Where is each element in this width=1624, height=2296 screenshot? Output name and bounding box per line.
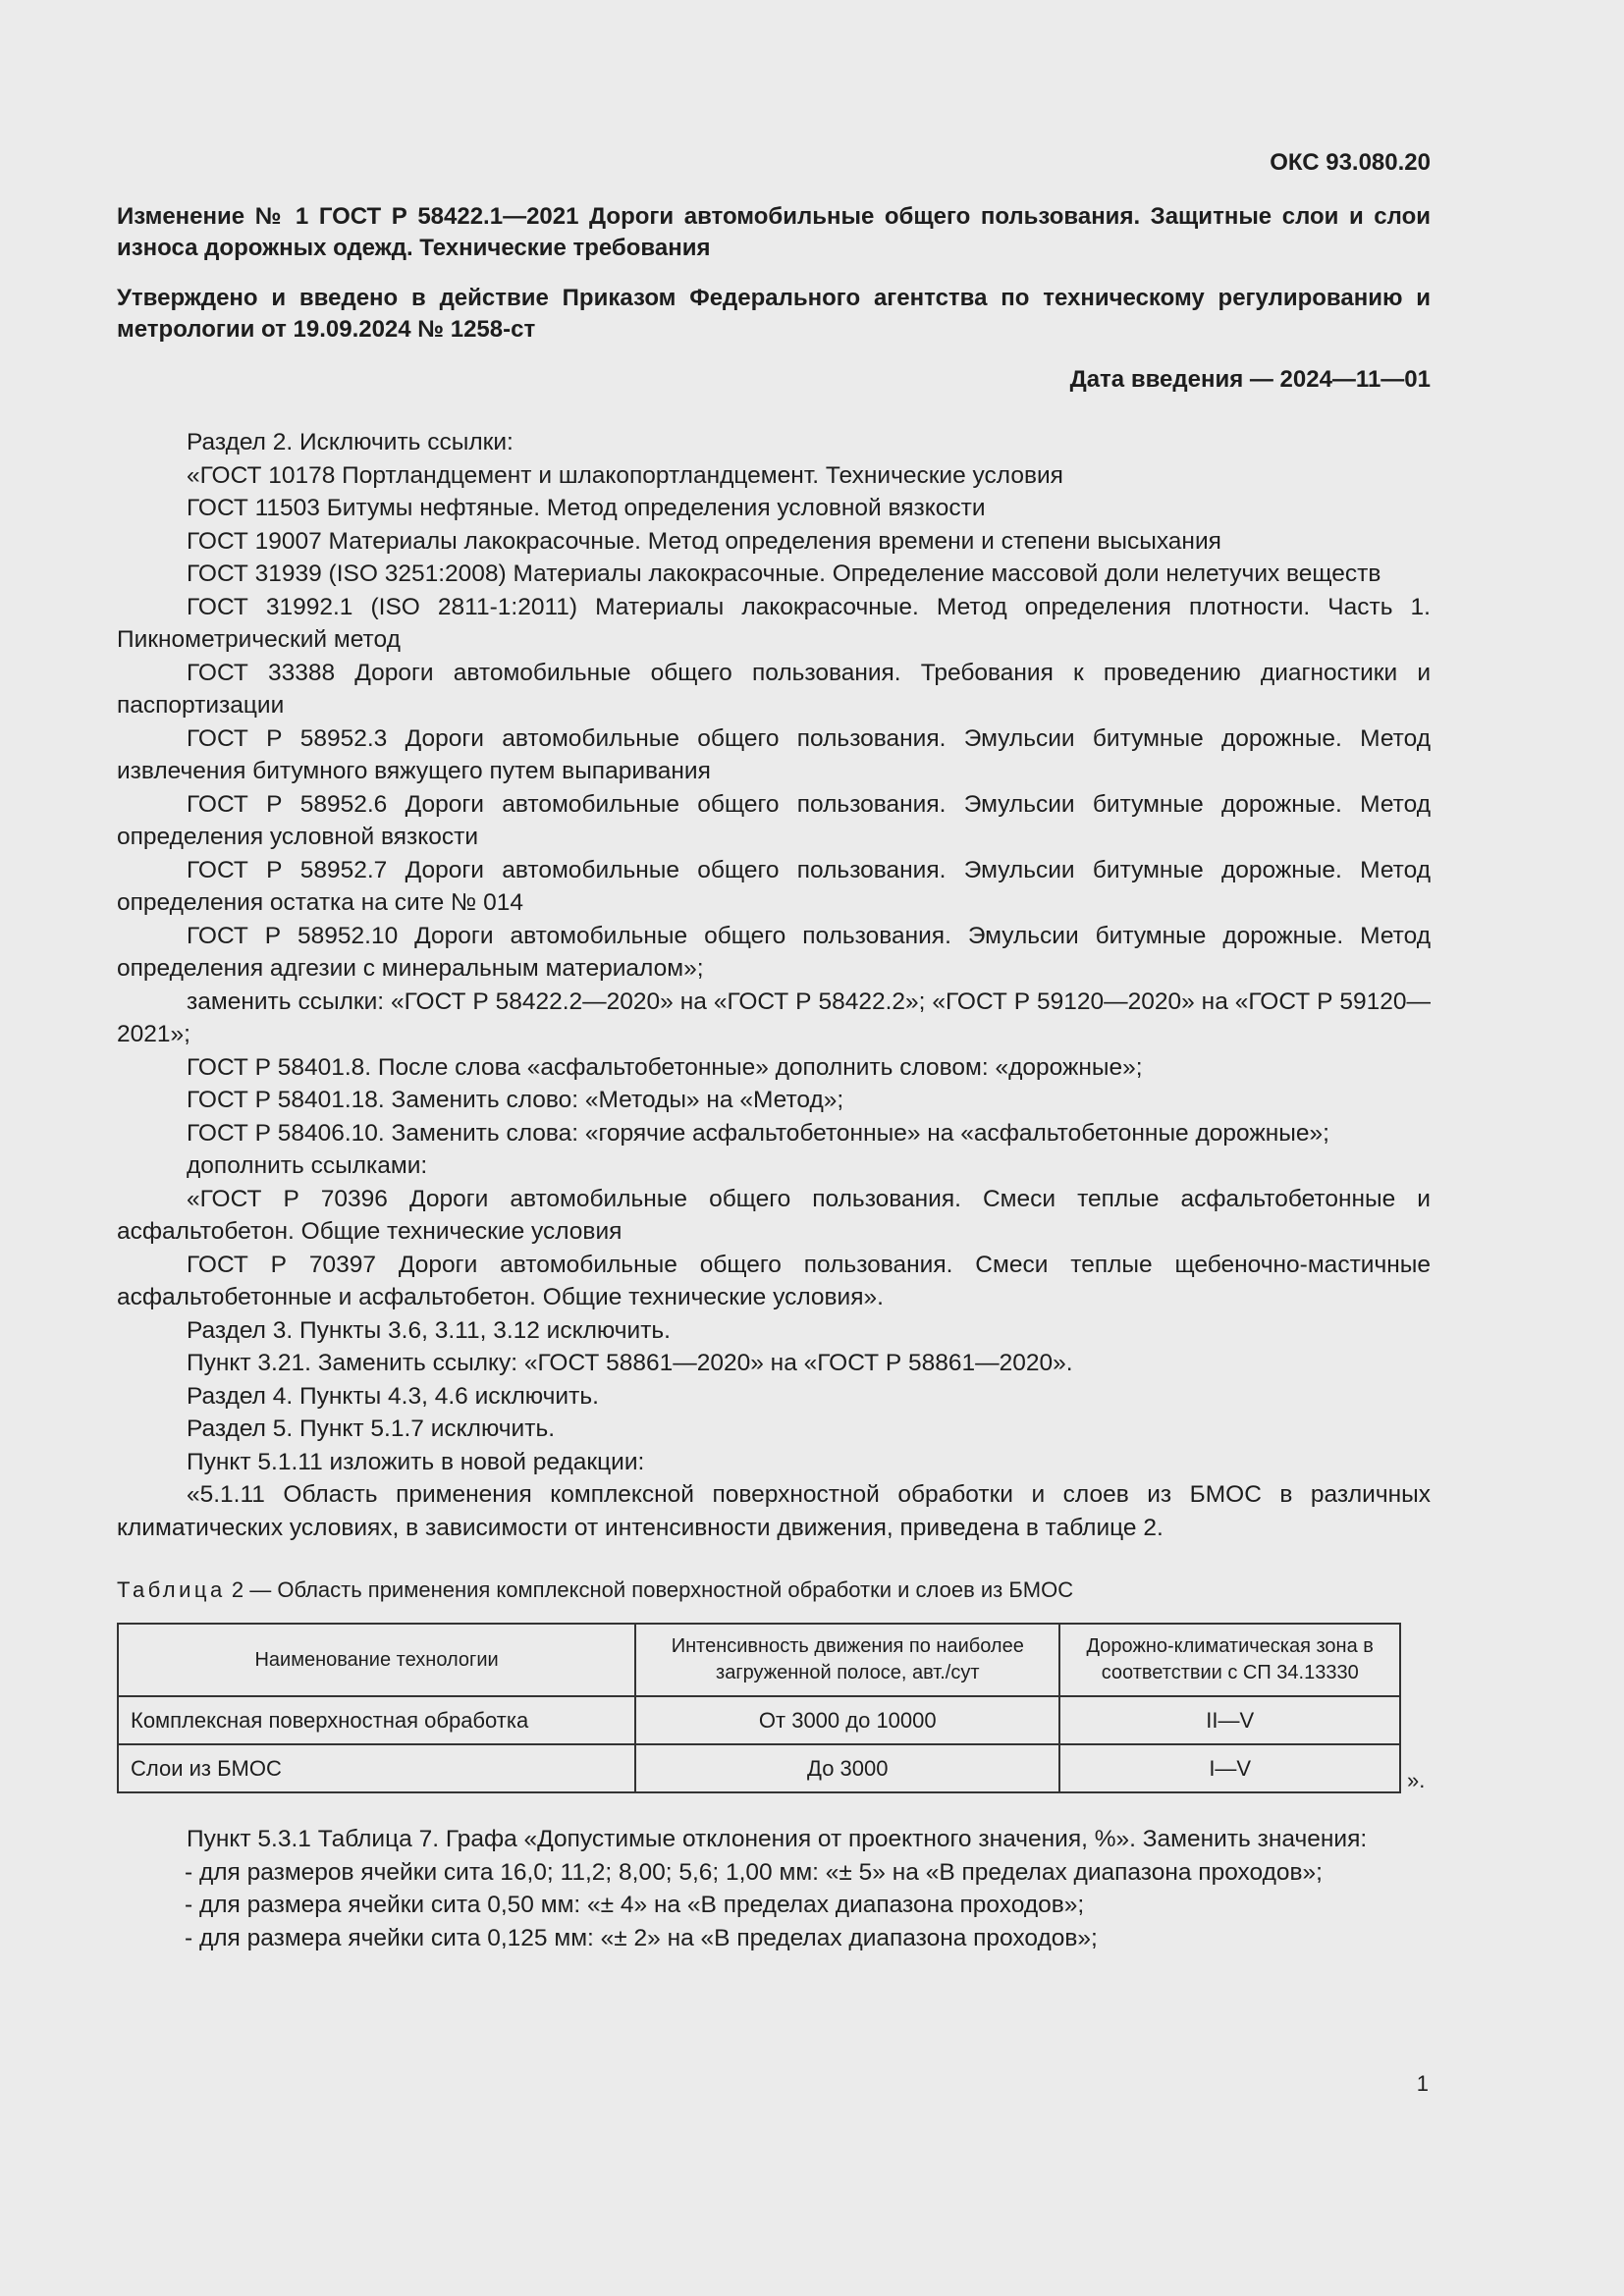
table-cell: Комплексная поверхностная обработка [118, 1696, 635, 1744]
table-cell: I—V [1059, 1744, 1400, 1792]
header-cell: Дорожно-климатическая зона в соответствии с СП 34.13330 [1059, 1624, 1400, 1696]
paragraph: Раздел 4. Пункты 4.3, 4.6 исключить. [187, 1382, 599, 1410]
paragraph: ГОСТ Р 58401.8. После слова «асфальтобетонные» дополнить словом: «дорожные»; [187, 1053, 1143, 1081]
table-container [117, 1623, 1431, 1793]
application-table [117, 1623, 1401, 1793]
table-cell: До 3000 [635, 1744, 1059, 1792]
table-cell: II—V [1059, 1696, 1400, 1744]
after-table-text [117, 1823, 1431, 1954]
paragraph: Пункт 5.1.11 изложить в новой редакции: [187, 1448, 645, 1475]
paragraph: Раздел 2. Исключить ссылки: [187, 429, 514, 455]
list-item: - для размеров ячейки сита 16,0; 11,2; 8,00; 5,6; 1,00 мм: «± 5» на «В пределах диапазона проходов»; [185, 1858, 1323, 1886]
table-caption-text: 2 — Область применения комплексной поверхностной обработки и слоев из БМОС [225, 1577, 1074, 1602]
effective-date: Дата введения — 2024—11—01 [1069, 366, 1431, 393]
paragraph: ГОСТ Р 58952.10 Дороги автомобильные общего пользования. Эмульсии битумные дорожные. Метод определения адгезии с минеральным материалом»; [117, 922, 1431, 982]
paragraph: ГОСТ 33388 Дороги автомобильные общего пользования. Требования к проведению диагностики и паспортизации [117, 659, 1431, 719]
amendment-title: Изменение № 1 ГОСТ Р 58422.1—2021 Дороги автомобильные общего пользования. Защитные слои и слои износа дорожных одежд. Технические требования [117, 203, 1431, 261]
paragraph: Пункт 5.3.1 Таблица 7. Графа «Допустимые отклонения от проектного значения, %». Заменить значения: [187, 1826, 1368, 1852]
paragraph: «ГОСТ Р 70396 Дороги автомобильные общего пользования. Смеси теплые асфальтобетонные и асфальтобетон. Общие технические условия [117, 1185, 1431, 1245]
table-row [118, 1696, 1400, 1744]
paragraph: заменить ссылки: «ГОСТ Р 58422.2—2020» на «ГОСТ Р 58422.2»; «ГОСТ Р 59120—2020» на «ГОСТ Р 59120—2021»; [117, 988, 1431, 1047]
table-caption [117, 1575, 1431, 1605]
list-item: - для размера ячейки сита 0,125 мм: «± 2» на «В пределах диапазона проходов»; [185, 1924, 1098, 1951]
paragraph: дополнить ссылками: [187, 1152, 428, 1179]
approval-statement: Утверждено и введено в действие Приказом Федерального агентства по техническому регулированию и метрологии от 19.09.2024 № 1258-ст [117, 285, 1431, 343]
page-content [117, 147, 1431, 1954]
body-text [117, 426, 1431, 1544]
table-closing-quote: ». [1407, 1768, 1426, 1792]
paragraph: ГОСТ Р 58406.10. Заменить слова: «горячие асфальтобетонные» на «асфальтобетонные дорожные»; [187, 1119, 1329, 1147]
paragraph: ГОСТ 31939 (ISO 3251:2008) Материалы лакокрасочные. Определение массовой доли нелетучих веществ [187, 561, 1381, 587]
oks-code: ОКС 93.080.20 [1270, 149, 1431, 176]
paragraph: ГОСТ 11503 Битумы нефтяные. Метод определения условной вязкости [187, 495, 986, 521]
paragraph: ГОСТ Р 70397 Дороги автомобильные общего пользования. Смеси теплые щебеночно-мастичные асфальтобетонные и асфальтобетон. Общие технические условия». [117, 1251, 1431, 1310]
paragraph: Пункт 3.21. Заменить ссылку: «ГОСТ 58861—2020» на «ГОСТ Р 58861—2020». [187, 1350, 1073, 1376]
paragraph: ГОСТ Р 58952.6 Дороги автомобильные общего пользования. Эмульсии битумные дорожные. Метод определения условной вязкости [117, 790, 1431, 850]
table-cell: Слои из БМОС [118, 1744, 635, 1792]
paragraph: ГОСТ Р 58401.18. Заменить слово: «Методы» на «Метод»; [187, 1087, 844, 1113]
paragraph: ГОСТ 31992.1 (ISO 2811-1:2011) Материалы лакокрасочные. Метод определения плотности. Часть 1. Пикнометрический метод [117, 593, 1431, 653]
paragraph: «5.1.11 Область применения комплексной поверхностной обработки и слоев из БМОС в различных климатических условиях, в зависимости от интенсивности движения, приведена в таблице 2. [117, 1481, 1431, 1541]
paragraph: «ГОСТ 10178 Портландцемент и шлакопортландцемент. Технические условия [187, 461, 1063, 489]
header-cell: Интенсивность движения по наиболее загруженной полосе, авт./сут [635, 1624, 1059, 1696]
list-item: - для размера ячейки сита 0,50 мм: «± 4» на «В пределах диапазона проходов»; [185, 1892, 1085, 1918]
paragraph: Раздел 5. Пункт 5.1.7 исключить. [187, 1415, 556, 1442]
paragraph: ГОСТ Р 58952.3 Дороги автомобильные общего пользования. Эмульсии битумные дорожные. Метод извлечения битумного вяжущего путем выпаривания [117, 724, 1431, 784]
paragraph: ГОСТ 19007 Материалы лакокрасочные. Метод определения времени и степени высыхания [187, 527, 1221, 555]
table-header-row [118, 1624, 1400, 1696]
table-cell: От 3000 до 10000 [635, 1696, 1059, 1744]
table-caption-label: Таблица [117, 1577, 226, 1602]
paragraph: Раздел 3. Пункты 3.6, 3.11, 3.12 исключить. [187, 1316, 671, 1344]
paragraph: ГОСТ Р 58952.7 Дороги автомобильные общего пользования. Эмульсии битумные дорожные. Метод определения остатка на сите № 014 [117, 856, 1431, 916]
page-number: 1 [1416, 2071, 1429, 2096]
table-row [118, 1744, 1400, 1792]
header-cell: Наименование технологии [118, 1624, 635, 1696]
